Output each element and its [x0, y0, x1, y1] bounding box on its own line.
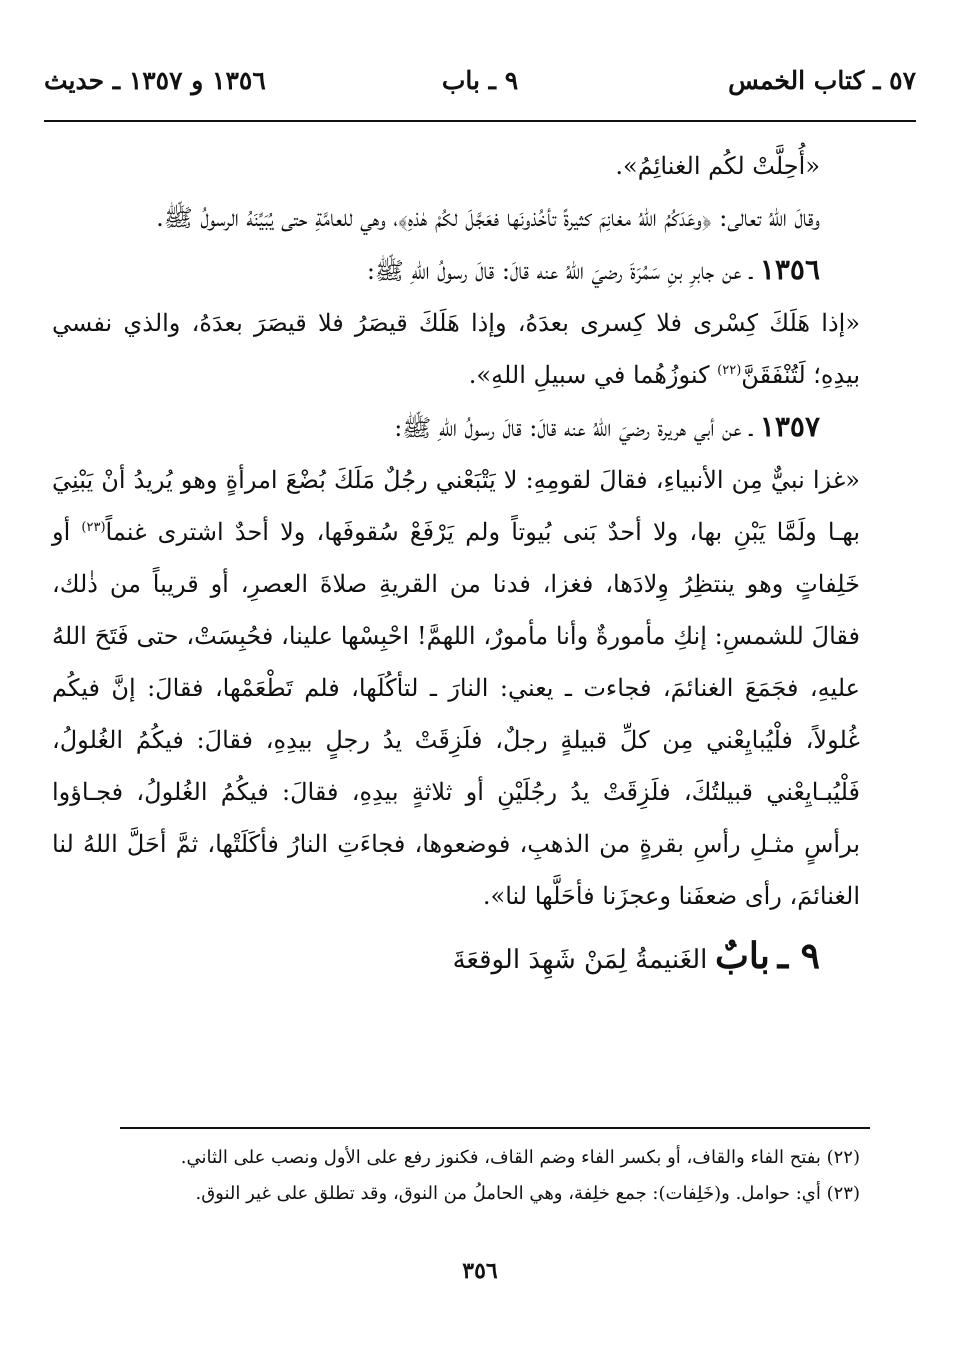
footnote: (٢٣) أي: حوامل. و(خَلِفات): جمع خلِفة، وهي الحاملُ من النوق، وقد تطلق على غير النوق.: [195, 1183, 860, 1204]
hadith-text-part: «إذا هَلَكَ كِسْرى فلا كِسرى بعدَهُ، وإذا هَلَكَ قيصَرُ فلا قيصَرَ بعدَهُ، والذي نفسي بيدِهِ؛ لَتُنْفَقَنَّ: [52, 309, 860, 389]
hadith-isnad: ـ عن أبي هريرة رضيَ اللهُ عنه قالَ: قالَ رسولُ اللهِ ﷺ:: [394, 414, 760, 442]
paragraph: [52, 140, 860, 192]
chapter-number: ٩ ـ: [777, 935, 820, 977]
hadith-text-part: كنوزُهُما في سبيلِ اللهِ».: [468, 361, 718, 389]
chapter-heading: [52, 926, 860, 990]
footnote: (٢٢) بفتح الفاء والقاف، أو بكسر الفاء وضم القاف، فكنوز رفع على الأول ونصب على الثاني.: [180, 1147, 860, 1168]
hadith-text-part: أو خَلِفاتٍ وهو ينتظِرُ وِلادَها، فغزا، فدنا من القريةِ صلاةَ العصرِ، أو قريباً من ذٰلك، فقالَ للشمسِ: إنكِ مأمورةٌ وأنا مأمورٌ، اللهمَّ! احْبِسْها علينا، فحُبِسَتْ، حتى فَتَحَ اللهُ عليهِ، فجَمَعَ الغنائمَ، فجاءت ـ يعني: النارَ ـ لتأكُلَها، فلم تَطْعَمْها، فقالَ: إنَّ فيكُم غُلولاً، فلْيُبايِعْني مِن كلِّ قبيلةٍ رجلٌ، فلَزِقَتْ يدُ رجلٍ بيدِهِ، فقالَ: فيكُمُ الغُلولُ، فَلْيُبـايِعْني قبيلتُكَ، فلَزِقَتْ يدُ رجُلَيْنِ أو ثلاثةٍ بيدِهِ، فقالَ: فيكُمُ الغُلولُ، فجـاؤوا برأسٍ مثـلِ رأسِ بقرةٍ من الذهبِ، فوضعوها، فجاءَتِ النارُ فأكَلَتْها، ثمَّ أحَلَّ اللهُ لنا الغنائمَ، رأى ضعفَنا وعجزَنا فأحَلَّها لنا».: [52, 518, 860, 910]
hadith-text: [52, 454, 860, 922]
paragraph-text: «أُحِلَّتْ لكُم الغنائِمُ».: [615, 152, 820, 180]
header-book-title: ٥٧ ـ كتاب الخمس: [728, 66, 916, 95]
header-hadith-range: ١٣٥٦ و ١٣٥٧ ـ حديث: [44, 66, 266, 95]
chapter-title: الغَنيمةُ لِمَنْ شَهِدَ الوقعَةَ: [452, 945, 708, 975]
hadith-isnad: ـ عن جابرِ بنِ سَمُرَةَ رضيَ اللهُ عنه قالَ: قالَ رسولُ اللهِ ﷺ:: [366, 257, 760, 285]
hadith-heading: [52, 244, 860, 297]
chapter-word: بابٌ: [715, 935, 770, 977]
footnote-ref: (٢٣): [81, 520, 106, 535]
footnote-ref: (٢٢): [717, 363, 742, 378]
hadith-text-part: «غزا نبيٌّ مِن الأنبياءِ، فقالَ لقومِهِ: لا يَتْبَعْني رجُلٌ مَلَكَ بُضْعَ امرأةٍ وهو يُريدُ أنْ يَبْنِيَ بهـا ولَمَّا يَبْنِ بها، ولا أحدٌ بَنى بُيوتاً ولم يَرْفَعْ سُقوفَها، ولا أحدٌ اشترى غنماً: [52, 466, 861, 546]
hadith-number: ١٣٥٧: [759, 410, 820, 443]
hadith-text: [52, 297, 860, 401]
header-chapter: ٩ ـ باب: [441, 66, 519, 95]
footnote-divider: [120, 1127, 870, 1129]
paragraph: [52, 192, 860, 244]
header-divider: [44, 120, 916, 122]
main-text: [52, 140, 860, 990]
page-number: ٣٥٦: [462, 1258, 498, 1284]
hadith-number: ١٣٥٦: [759, 253, 820, 286]
hadith-heading: [52, 401, 860, 454]
footnotes: [60, 1140, 860, 1212]
running-header: [44, 60, 916, 110]
paragraph-text: وقالَ اللهُ تعالى: ﴿وعَدَكُمُ اللهُ مغانِمَ كثيرةً تأخُذونَها فعَجَّلَ لكُمْ هٰذهِ﴾، وهي للعامَّةِ حتى يُبَيِّنَهُ الرسولُ ﷺ.: [156, 204, 820, 232]
